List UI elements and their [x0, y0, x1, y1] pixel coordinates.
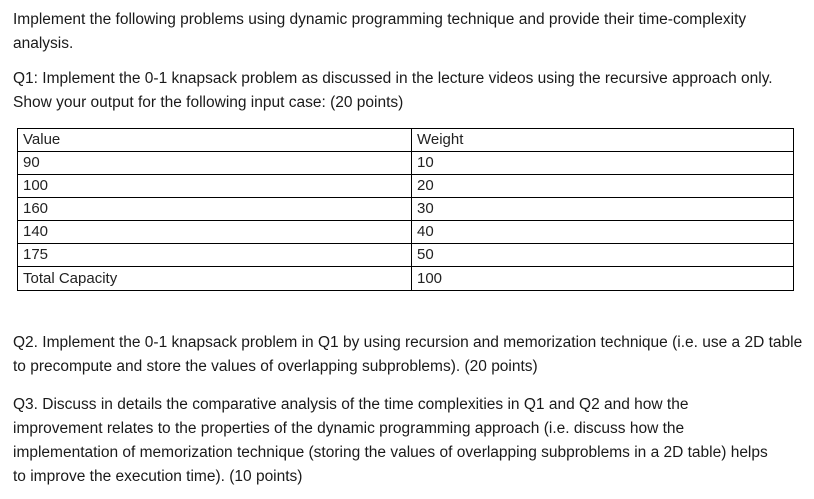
- table-row: [18, 175, 794, 198]
- header-weight: Weight: [412, 129, 794, 152]
- intro-paragraph: Implement the following problems using dynamic programming technique and provide their time-complexity analysis.: [13, 11, 747, 52]
- cell-weight: 40: [412, 221, 794, 244]
- cell-weight: 30: [412, 198, 794, 221]
- total-capacity-row: [18, 267, 794, 291]
- total-capacity-label: Total Capacity: [18, 267, 412, 291]
- table-row: [18, 152, 794, 175]
- question-1-text: Q1: Implement the 0-1 knapsack problem as discussed in the lecture videos using the recursive approach only. Show your output for the following input case: (20 points): [13, 70, 773, 111]
- cell-value: 140: [18, 221, 412, 244]
- cell-value: 100: [18, 175, 412, 198]
- table-row: [18, 221, 794, 244]
- cell-value: 160: [18, 198, 412, 221]
- question-3-text: Q3. Discuss in details the comparative analysis of the time complexities in Q1 and Q2 and how the improvement relates to the properties of the dynamic programming approach (i.e. discuss how the implementation of memorization technique (storing the values of overlapping subproblems in a 2D table) helps to improve the execution time). (10 points): [13, 396, 768, 485]
- question-2-text: Q2. Implement the 0-1 knapsack problem in Q1 by using recursion and memorization technique (i.e. use a 2D table to precompute and store the values of overlapping subproblems). (20 points): [13, 334, 803, 375]
- cell-weight: 50: [412, 244, 794, 267]
- table-row: [18, 198, 794, 221]
- cell-value: 90: [18, 152, 412, 175]
- total-capacity-value: 100: [412, 267, 794, 291]
- knapsack-input-table: [17, 128, 794, 291]
- cell-value: 175: [18, 244, 412, 267]
- cell-weight: 20: [412, 175, 794, 198]
- header-value: Value: [18, 129, 412, 152]
- table-row: [18, 244, 794, 267]
- table-header-row: [18, 129, 794, 152]
- cell-weight: 10: [412, 152, 794, 175]
